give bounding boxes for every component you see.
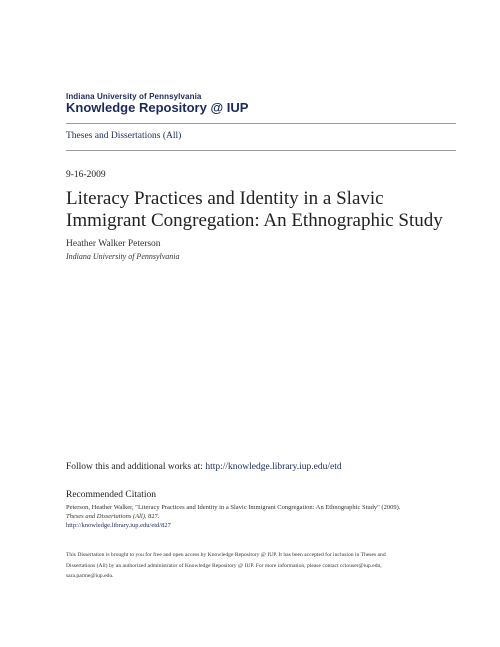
recommended-citation	[66, 503, 446, 530]
title-line-1: Literacy Practices and Identity in a Slavic	[66, 188, 384, 209]
citation-series: Theses and Dissertations (All)	[66, 513, 145, 520]
notice-line-3: sara.parme@iup.edu.	[66, 573, 114, 579]
notice-line-1: This Dissertation is brought to you for free and open access by Knowledge Repository @ IUP. It has been accepted for inclusion in Theses and	[66, 552, 386, 558]
document-title	[66, 188, 466, 232]
access-notice	[66, 550, 446, 582]
follow-prefix: Follow this and additional works at:	[66, 462, 206, 472]
repository-title[interactable]: Knowledge Repository @ IUP	[66, 100, 249, 115]
citation-url[interactable]: http://knowledge.library.iup.edu/etd/827	[66, 522, 171, 529]
divider-top	[66, 123, 456, 124]
publication-date: 9-16-2009	[66, 170, 106, 180]
divider-bottom	[66, 150, 456, 151]
author-affiliation: Indiana University of Pennsylvania	[66, 252, 180, 261]
recommended-citation-heading: Recommended Citation	[66, 490, 156, 500]
follow-link[interactable]: http://knowledge.library.iup.edu/etd	[205, 462, 342, 472]
notice-line-2: Dissertations (All) by an authorized administrator of Knowledge Repository @ IUP. For more information, please contact cclouser@iup.edu,	[66, 562, 382, 569]
citation-line: Peterson, Heather Walker, "Literacy Practices and Identity in a Slavic Immigrant Congregation: An Ethnographic Study" (2009).	[66, 504, 401, 511]
collection-link[interactable]: Theses and Dissertations (All)	[66, 131, 182, 141]
title-line-2: Immigrant Congregation: An Ethnographic Study	[66, 210, 443, 231]
citation-series-line	[66, 512, 446, 521]
author-name[interactable]: Heather Walker Peterson	[66, 239, 161, 249]
follow-line	[66, 462, 342, 472]
citation-number: . 827.	[144, 513, 160, 520]
university-name: Indiana University of Pennsylvania	[66, 92, 202, 101]
